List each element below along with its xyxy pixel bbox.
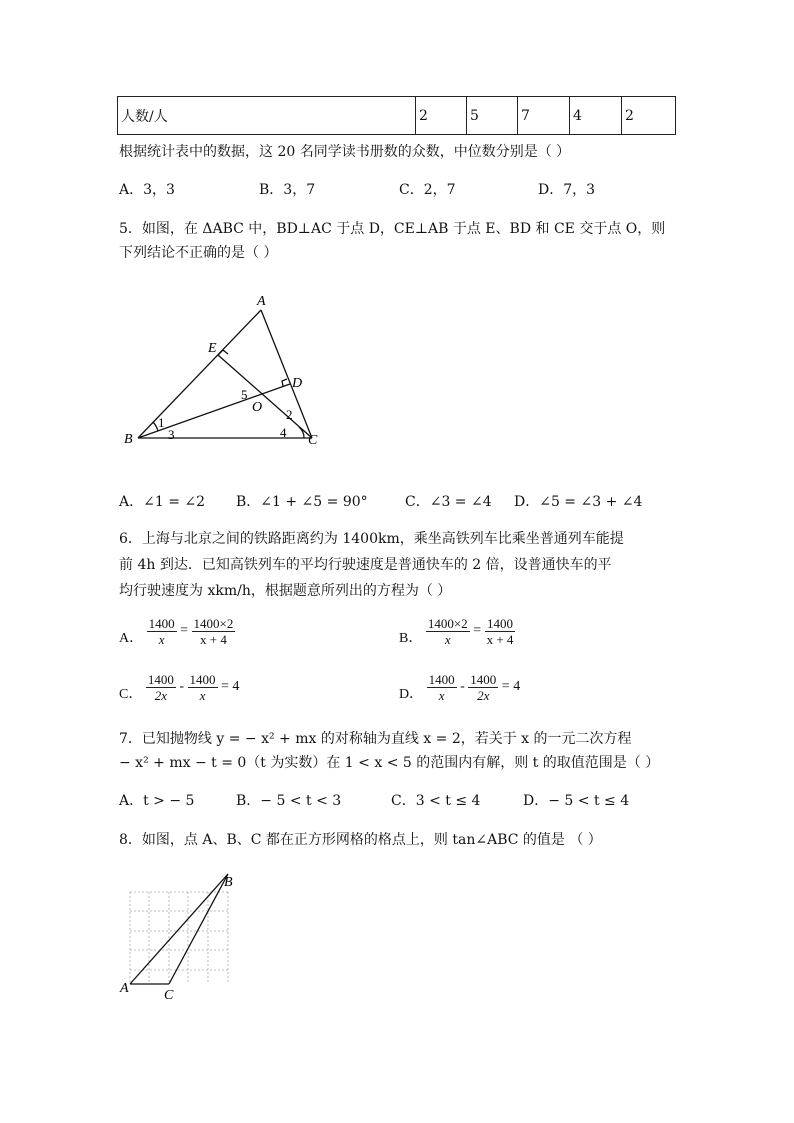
q7-option-a: A．t > − 5 <box>119 793 195 809</box>
q4-option-a: A．3，3 <box>119 182 175 198</box>
equation-tail: = 4 <box>221 679 240 695</box>
statistics-table <box>117 96 676 135</box>
label-a: A <box>257 294 266 309</box>
grid-figure <box>118 872 242 1004</box>
q6-stem-line2: 前 4h 到达．已知高铁列车的平均行驶速度是普通快车的 2 倍，设普通快车的平 <box>119 557 612 573</box>
numerator: 1400×2 <box>193 615 234 631</box>
option-letter: D． <box>399 687 424 702</box>
label-b: B <box>124 432 133 447</box>
label-c: C <box>164 988 174 1003</box>
numerator: 1400 <box>428 671 455 687</box>
q6-option-b <box>399 615 515 647</box>
denominator: x <box>188 687 218 703</box>
q6-option-c <box>119 671 239 703</box>
denominator: x + 4 <box>192 631 236 647</box>
operator: = <box>180 623 189 639</box>
option-letter: B． <box>399 631 423 646</box>
q6-option-a <box>119 615 235 647</box>
q5-option-d: D．∠5 = ∠3 + ∠4 <box>514 494 643 510</box>
numerator: 1400 <box>148 615 175 631</box>
q5-option-c: C．∠3 = ∠4 <box>405 494 492 510</box>
square-grid <box>130 892 228 984</box>
numerator: 1400 <box>470 671 497 687</box>
q5-option-a: A．∠1 = ∠2 <box>119 494 206 510</box>
q5-option-b: B．∠1 + ∠5 = 90° <box>236 494 368 510</box>
denominator: x <box>427 687 457 703</box>
triangle-abc <box>130 874 228 984</box>
q7-stem-line2: − x² + mx − t = 0（t 为实数）在 1 < x < 5 的范围内有解，则 t 的取值范围是（ ） <box>119 755 660 771</box>
numerator: 1400 <box>189 671 216 687</box>
operator: = <box>473 623 482 639</box>
q4-option-c: C．2，7 <box>399 182 456 198</box>
q6-stem-line3: 均行驶速度为 xkm/h，根据题意所列出的方程为（ ） <box>119 583 452 599</box>
denominator: x <box>147 631 177 647</box>
q4-stem: 根据统计表中的数据，这 20 名同学读书册数的众数，中位数分别是（ ） <box>119 144 571 160</box>
option-letter: C． <box>119 687 143 702</box>
label-b: B <box>224 875 233 890</box>
operator: - <box>460 679 465 695</box>
denominator: x <box>426 631 470 647</box>
label-5: 5 <box>241 387 248 402</box>
q5-stem-line2: 下列结论不正确的是（ ） <box>119 245 278 261</box>
label-3: 3 <box>168 427 175 442</box>
table-cell: 2 <box>622 97 676 135</box>
denominator: x + 4 <box>486 631 514 647</box>
label-o: O <box>252 400 263 415</box>
label-c: C <box>308 433 318 448</box>
q7-option-d: D．− 5 < t ≤ 4 <box>523 793 630 809</box>
q7-option-b: B．− 5 < t < 3 <box>236 793 342 809</box>
label-4: 4 <box>280 425 287 440</box>
table-header-cell: 人数/人 <box>118 97 416 135</box>
label-e: E <box>208 341 217 356</box>
table-cell: 4 <box>570 97 622 135</box>
q8-stem: 8．如图，点 A、B、C 都在正方形网格的格点上，则 tan∠ABC 的值是 （ ） <box>119 832 602 848</box>
angle-4-arc <box>299 427 304 438</box>
table-cell: 2 <box>416 97 467 135</box>
q4-option-b: B．3，7 <box>259 182 316 198</box>
q6-stem-line1: 6．上海与北京之间的铁路距离约为 1400km，乘坐高铁列车比乘坐普通列车能提 <box>119 531 624 547</box>
label-a: A <box>120 981 129 996</box>
q7-stem-line1: 7．已知抛物线 y = − x² + mx 的对称轴为直线 x = 2，若关于 x 的一元二次方程 <box>119 731 632 747</box>
label-d: D <box>292 376 303 391</box>
numerator: 1400 <box>487 615 514 631</box>
q4-option-d: D．7，3 <box>538 182 596 198</box>
equation-tail: = 4 <box>501 679 521 695</box>
side-ab <box>138 310 261 438</box>
numerator: 1400 <box>147 671 174 687</box>
q5-stem-line1: 5．如图，在 ΔABC 中，BD⊥AC 于点 D，CE⊥AB 于点 E、BD 和 CE 交于点 O，则 <box>119 221 666 237</box>
numerator: 1400×2 <box>427 615 468 631</box>
label-1: 1 <box>158 415 165 430</box>
table-cell: 5 <box>467 97 518 135</box>
triangle-figure <box>118 290 338 450</box>
q7-option-c: C．3 < t ≤ 4 <box>391 793 481 809</box>
q6-option-d <box>399 671 520 703</box>
table-row <box>118 97 676 135</box>
segment-ce <box>218 355 312 438</box>
option-letter: A． <box>119 631 144 646</box>
table-cell: 7 <box>518 97 570 135</box>
operator: - <box>179 679 185 695</box>
label-2: 2 <box>286 407 293 422</box>
denominator: 2x <box>468 687 498 703</box>
denominator: 2x <box>146 687 176 703</box>
